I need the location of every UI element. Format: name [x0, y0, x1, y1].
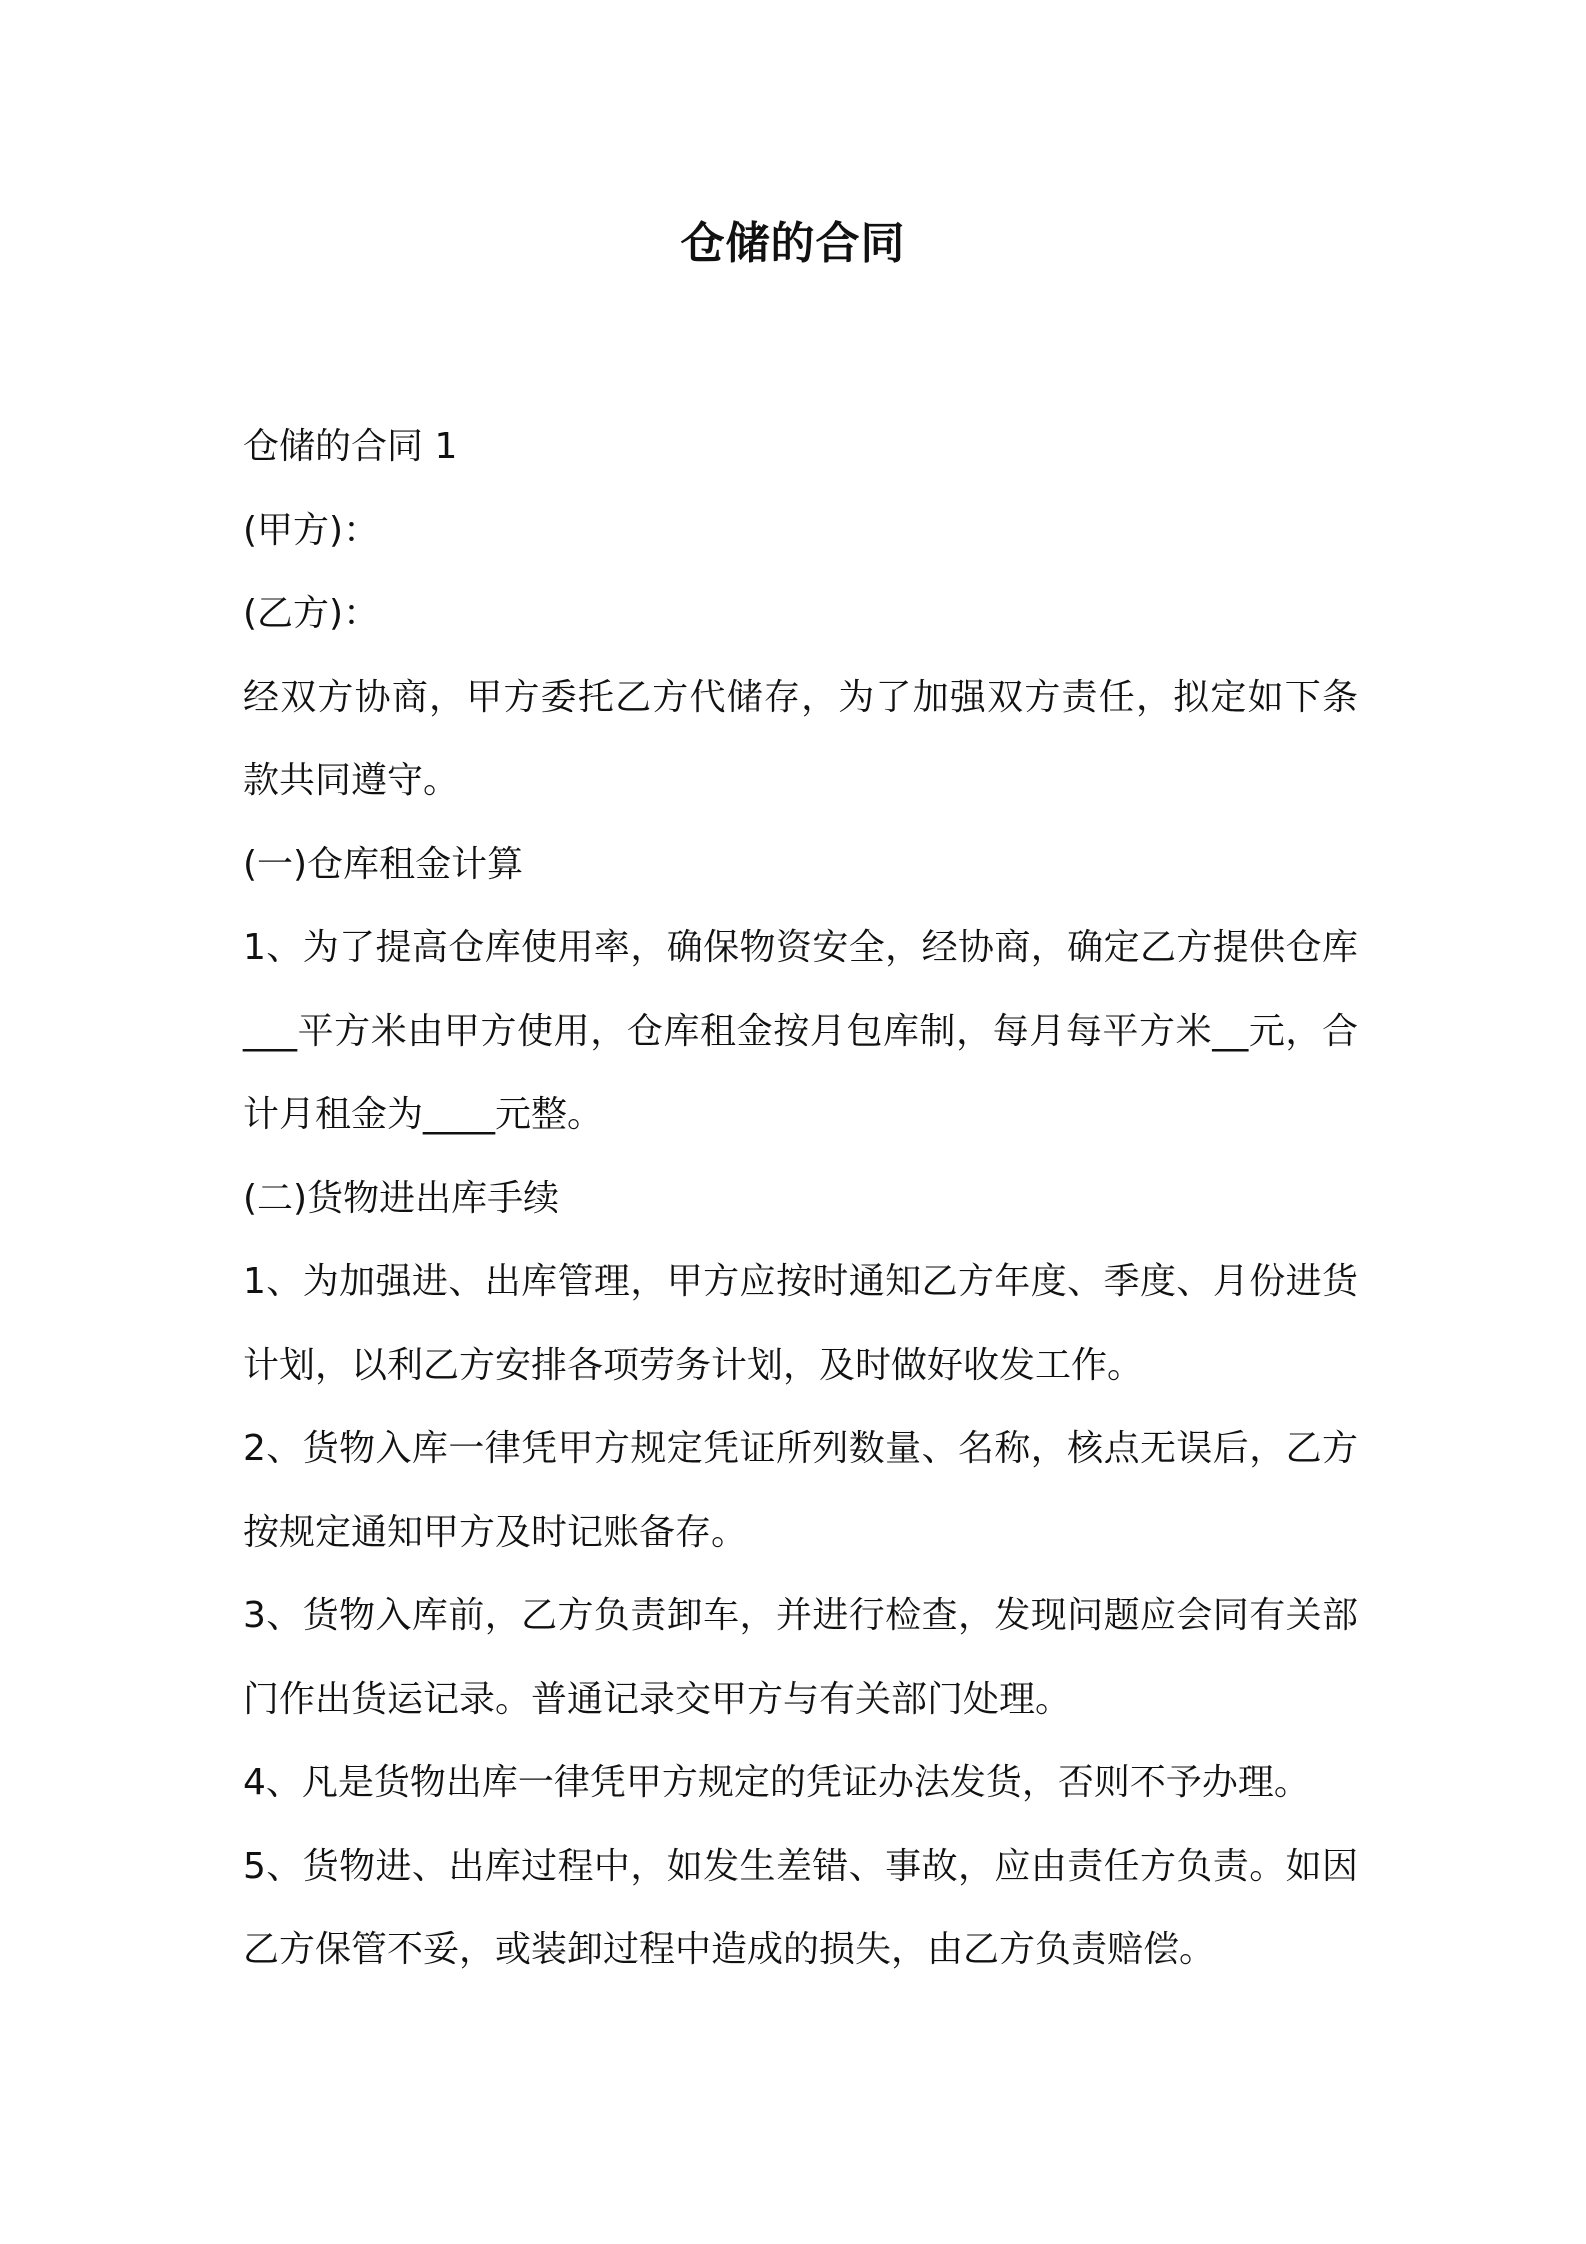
- party-b-line: (乙方)：: [243, 593, 380, 634]
- procedure-clause-1: 1、为加强进、出库管理，甲方应按时通知乙方年度、季度、月份进货计划，以利乙方安排各项劳务计划，及时做好收发工作。: [243, 1261, 1358, 1386]
- procedure-clause-3: 3、货物入库前，乙方负责卸车，并进行检查，发现问题应会同有关部门作出货运记录。普通记录交甲方与有关部门处理。: [243, 1595, 1358, 1720]
- procedure-clause-5: 5、货物进、出库过程中，如发生差错、事故，应由责任方负责。如因乙方保管不妥，或装卸过程中造成的损失，由乙方负责赔偿。: [243, 1845, 1358, 1970]
- document-body: [243, 405, 1358, 1992]
- contract-heading: 仓储的合同 1: [243, 426, 458, 467]
- preamble-paragraph: 经双方协商，甲方委托乙方代储存，为了加强双方责任，拟定如下条款共同遵守。: [243, 676, 1358, 801]
- document-title: 仓储的合同: [680, 218, 906, 269]
- rent-clause-1: 1、为了提高仓库使用率，确保物资安全，经协商，确定乙方提供仓库___平方米由甲方使用，仓库租金按月包库制，每月每平方米__元，合计月租金为____元整。: [243, 927, 1358, 1135]
- party-a-line: (甲方)：: [243, 509, 380, 551]
- procedure-clause-4: 4、凡是货物出库一律凭甲方规定的凭证办法发货，否则不予办理。: [243, 1762, 1310, 1803]
- section-heading-rent: (一)仓库租金计算: [243, 843, 524, 885]
- procedure-clause-2: 2、货物入库一律凭甲方规定凭证所列数量、名称，核点无误后，乙方按规定通知甲方及时记账备存。: [243, 1428, 1358, 1553]
- section-heading-procedures: (二)货物进出库手续: [243, 1177, 560, 1219]
